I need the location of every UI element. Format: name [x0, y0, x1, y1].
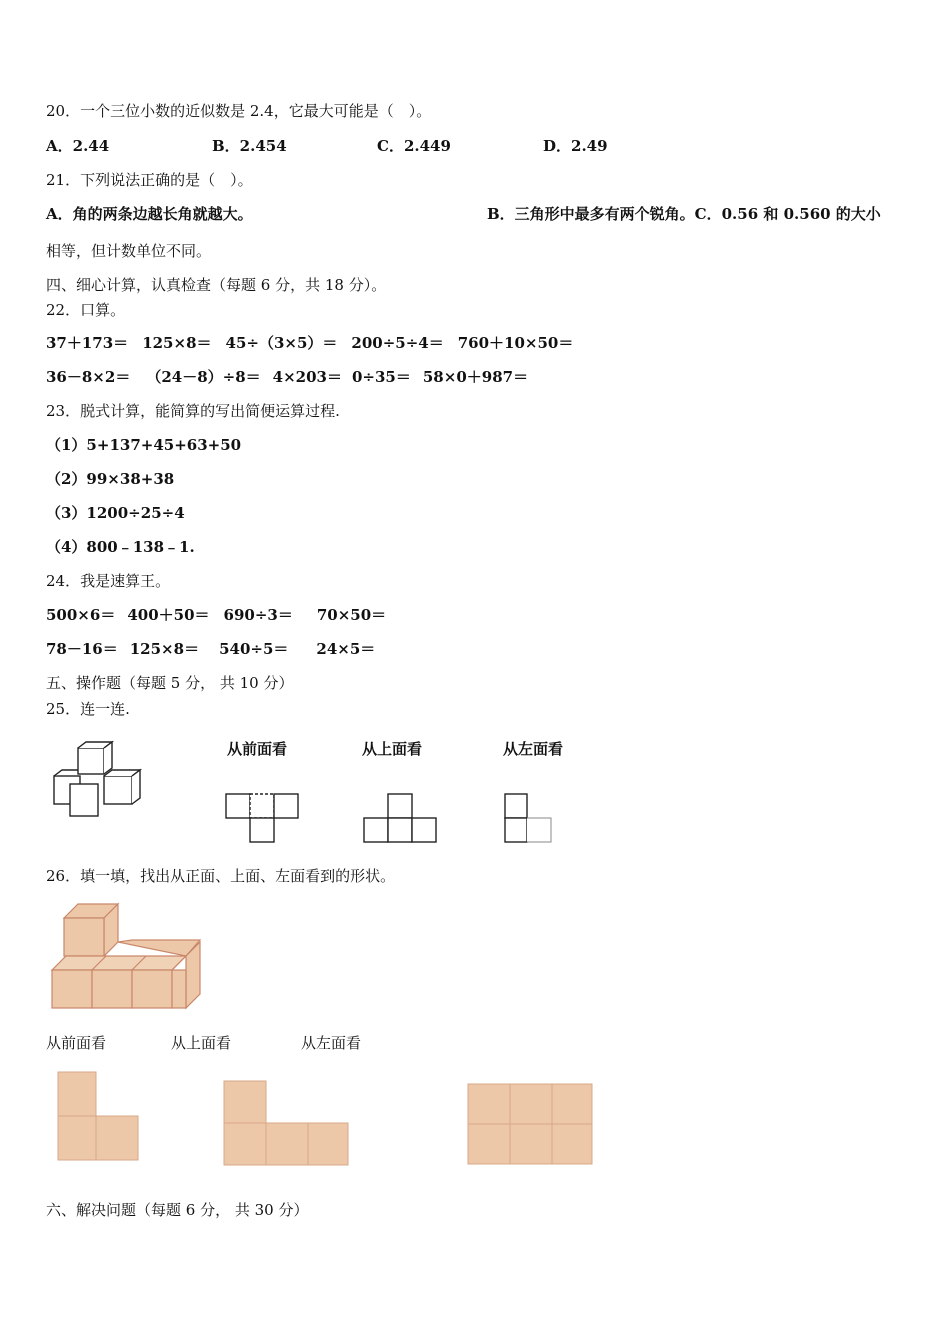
q26-label-front: 从前面看 — [46, 1034, 107, 1052]
q20-option-a[interactable]: A．2.44 — [46, 137, 110, 155]
q24-r1-e3: 690÷3＝ — [223, 606, 293, 624]
q22-row1 — [46, 333, 573, 353]
q24-r1-e1: 500×6＝ — [46, 606, 116, 624]
section4-title: 四、细心计算，认真检查（每题 6 分，共 18 分）。 — [46, 276, 387, 294]
q23-item-4: （4）800﹣138﹣1. — [46, 538, 195, 556]
q20-stem: 20．一个三位小数的近似数是 2.4，它最大可能是（ ）。 — [46, 102, 432, 120]
q25-view-top — [362, 792, 442, 844]
q23-item-1: （1）5+137+45+63+50 — [46, 436, 242, 454]
q22-r2-e5: 58×0＋987＝ — [422, 368, 529, 386]
q24-r2-e1: 78－16＝ — [46, 640, 118, 658]
q24-r2-e2: 125×8＝ — [129, 640, 200, 658]
q21-option-bc[interactable]: B．三角形中最多有两个锐角。C．0.56 和 0.560 的大小 — [487, 205, 881, 223]
q25-view-front — [224, 792, 304, 844]
q25-label-front: 从前面看 — [227, 740, 288, 758]
q23-item-2: （2）99×38+38 — [46, 470, 175, 488]
q24-stem: 24．我是速算王。 — [46, 572, 171, 590]
cube-face — [78, 748, 104, 774]
cube-face — [70, 784, 98, 816]
q25-cube-figure — [50, 740, 150, 820]
q21-option-a[interactable]: A．角的两条边越长角就越大。 — [46, 205, 253, 223]
q22-r1-e3: 45÷（3×5）＝ — [225, 334, 338, 352]
q25-view-left — [503, 792, 559, 844]
q26-shape-3 — [466, 1082, 596, 1166]
q22-r2-e2: （24－8）÷8＝ — [146, 368, 261, 386]
q24-row1 — [46, 605, 386, 625]
q20-option-d[interactable]: D．2.49 — [543, 137, 608, 155]
q24-r1-e4: 70×50＝ — [316, 606, 387, 624]
q26-label-top: 从上面看 — [171, 1034, 232, 1052]
q24-r2-e4: 24×5＝ — [316, 640, 376, 658]
q26-label-left: 从左面看 — [301, 1034, 362, 1052]
q21-stem: 21．下列说法正确的是（ ）。 — [46, 171, 253, 189]
q24-r1-e2: 400＋50＝ — [127, 606, 210, 624]
q26-cube-figure — [50, 902, 210, 1012]
section6-title: 六、解决问题（每题 6 分， 共 30 分） — [46, 1201, 309, 1219]
q22-r2-e1: 36－8×2＝ — [46, 368, 131, 386]
q25-label-left: 从左面看 — [503, 740, 564, 758]
q26-shape-1 — [56, 1070, 142, 1164]
q26-stem: 26．填一填，找出从正面、上面、左面看到的形状。 — [46, 867, 396, 885]
q22-stem: 22．口算。 — [46, 301, 126, 319]
q23-stem: 23．脱式计算，能简算的写出简便运算过程. — [46, 402, 340, 420]
q20-option-c[interactable]: C．2.449 — [377, 137, 451, 155]
q22-r1-e4: 200÷5÷4＝ — [351, 334, 444, 352]
q20-option-b[interactable]: B．2.454 — [212, 137, 287, 155]
q22-row2 — [46, 367, 528, 387]
q24-row2 — [46, 639, 375, 659]
q23-item-3: （3）1200÷25÷4 — [46, 504, 185, 522]
section5-title: 五、操作题（每题 5 分， 共 10 分） — [46, 674, 294, 692]
q22-r1-e5: 760＋10×50＝ — [457, 334, 574, 352]
q22-r2-e3: 4×203＝ — [272, 368, 342, 386]
q22-r1-e1: 37＋173＝ — [46, 334, 129, 352]
cube-face — [104, 776, 132, 804]
q25-label-top: 从上面看 — [362, 740, 423, 758]
q26-shape-2 — [222, 1079, 352, 1167]
q24-r2-e3: 540÷5＝ — [219, 640, 289, 658]
q22-r1-e2: 125×8＝ — [142, 334, 212, 352]
q22-r2-e4: 0÷35＝ — [351, 368, 411, 386]
q25-stem: 25．连一连. — [46, 700, 130, 718]
q21-continuation: 相等，但计数单位不同。 — [46, 242, 212, 260]
